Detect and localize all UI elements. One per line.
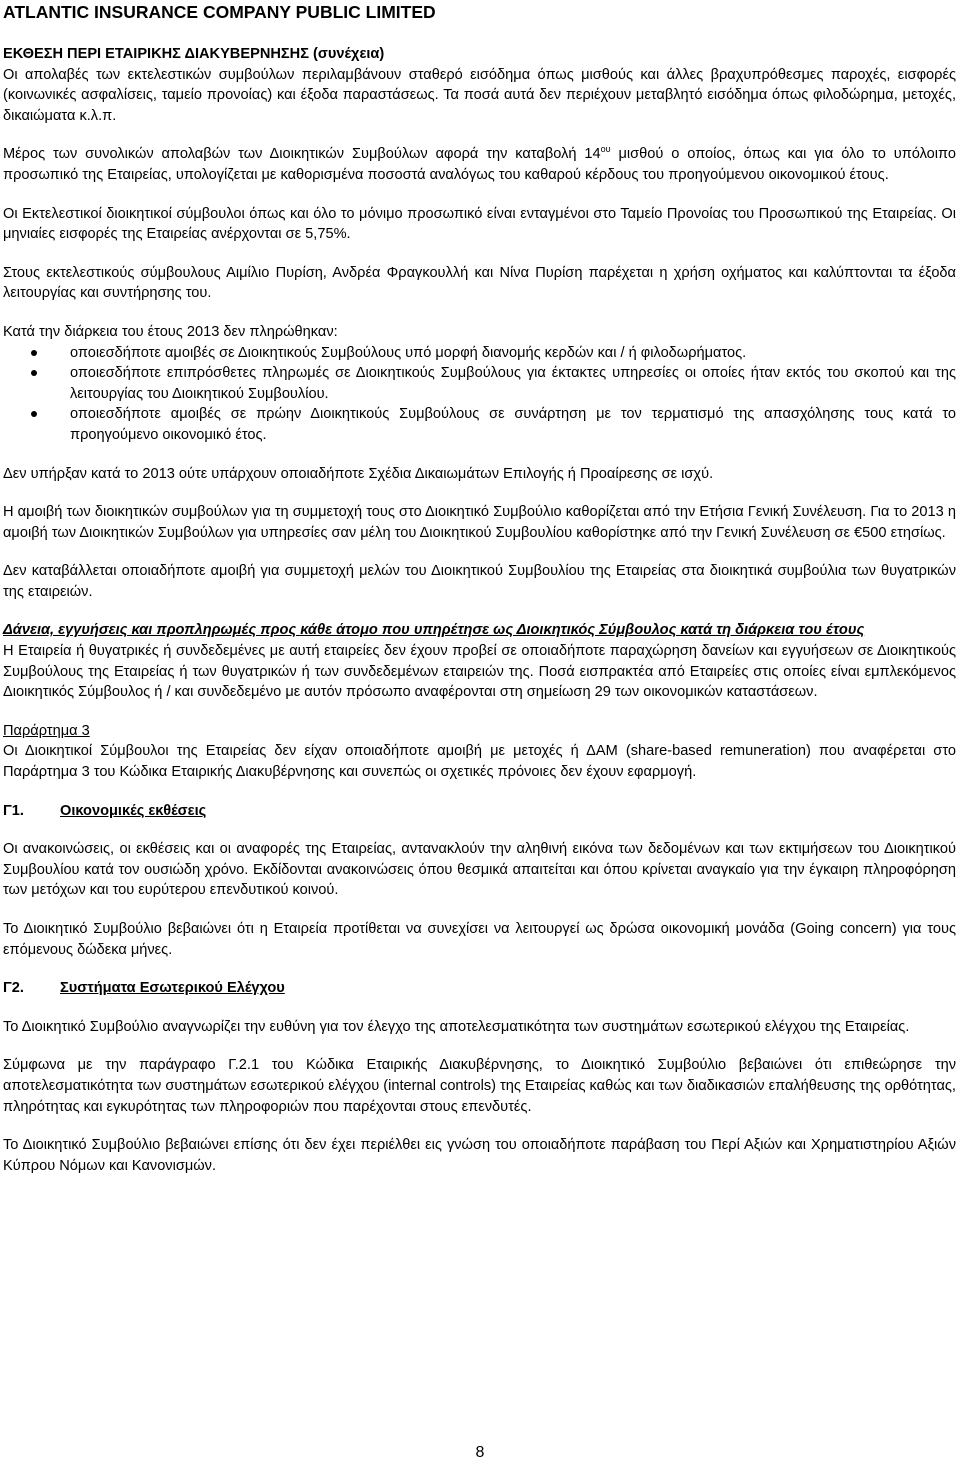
paragraph-company-vehicles: Στους εκτελεστικούς σύμβουλους Αιμίλιο Πυρίση, Ανδρέα Φραγκουλλή και Νίνα Πυρίση παρέχεται η χρήση οχήματος και καλύπτονται τα έξοδα λειτουργίας και συντήρησης του.	[3, 264, 956, 302]
paragraph-14th-salary	[3, 144, 956, 185]
paragraph-14th-salary-start: Μέρος των συνολικών απολαβών των Διοικητικών Συμβούλων αφορά την καταβολή 14	[3, 146, 601, 163]
section-title-financial-reports: Οικονομικές εκθέσεις	[60, 802, 207, 819]
bullet-icon	[31, 411, 37, 417]
section-heading-g1	[3, 801, 956, 822]
list-item-text: οποιεσδήποτε αμοιβές σε Διοικητικούς Συμβούλους υπό μορφή διανομής κερδών και / ή φιλοδωρήματος.	[70, 344, 747, 361]
paragraph-board-fees: Η αμοιβή των διοικητικών συμβούλων για τη συμμετοχή τους στο Διοικητικό Συμβούλιο καθορίζεται από την Ετήσια Γενική Συνέλευση. Για το 2013 η αμοιβή των Διοικητικών Συμβούλων για υπηρεσίες σαν μέλη του Διοικητικού Συμβουλίου καθορίστηκε από την Γενική Συνέλευση σε €500 ετησίως.	[3, 504, 956, 541]
paragraph-annex-3: Οι Διοικητικοί Σύμβουλοι της Εταιρείας δεν είχαν οποιαδήποτε αμοιβή με μετοχές ή ΔΑΜ (share-based remuneration) που αναφέρεται στο Παράρτημα 3 του Κώδικα Εταιρικής Διακυβέρνησης και συνεπώς οι σχετικές πρόνοιες δεν έχουν εφαρμογή.	[3, 743, 956, 781]
paragraph-announcements: Οι ανακοινώσεις, οι εκθέσεις και οι αναφορές της Εταιρείας, αντανακλούν την αληθινή εικόνα των δεδομένων και των εκτιμήσεων του Διοικητικού Συμβουλίου κατά τον ουσιώδη χρόνο. Εκδίδονται ανακοινώσεις όπου θεσμικά απαιτείται και όπου κρίνεται αναγκαίο για την έγκαιρη πληροφόρηση των μετόχων και του ευρύτερου επενδυτικού κοινού.	[3, 841, 956, 899]
section-title-internal-control: Συστήματα Εσωτερικού Ελέγχου	[60, 980, 285, 997]
section-number: Γ2.	[3, 980, 24, 997]
ordinal-superscript: ου	[600, 144, 611, 155]
section-number: Γ1.	[3, 802, 24, 819]
paragraph-no-violations: Το Διοικητικό Συμβούλιο βεβαιώνει επίσης ότι δεν έχει περιέλθει εις γνώση του οποιαδήποτε παράβαση του Περί Αξιών και Χρηματιστηρίου Αξιών Κύπρου Νόμων και Κανονισμών.	[3, 1137, 956, 1174]
annex-heading: Παράρτημα 3	[3, 722, 90, 739]
list-item	[3, 363, 956, 404]
paragraph-not-paid-intro: Κατά την διάρκεια του έτους 2013 δεν πληρώθηκαν:	[3, 323, 338, 340]
paragraph-executive-remuneration: Οι απολαβές των εκτελεστικών συμβούλων περιλαμβάνουν σταθερό εισόδημα όπως μισθούς και άλλες βραχυπρόθεσμες παροχές, εισφορές (κοινωνικές ασφαλίσεις, ταμείο προνοίας) και έξοδα παραστάσεως. Τα ποσά αυτά δεν περιέχουν μεταβλητό εισόδημα όπως φιλοδώρημα, μετοχές, δικαιώματα κ.λ.π.	[3, 66, 956, 124]
bullet-icon	[31, 370, 37, 376]
paragraph-internal-control-responsibility: Το Διοικητικό Συμβούλιο αναγνωρίζει την ευθύνη για τον έλεγχο της αποτελεσματικότητα των συστημάτων εσωτερικού ελέγχου της Εταιρείας.	[3, 1018, 910, 1035]
paragraph-internal-control-review: Σύμφωνα με την παράγραφο Γ.2.1 του Κώδικα Εταιρικής Διακυβέρνησης, το Διοικητικό Συμβούλιο βεβαιώνει ότι επιθεώρησε την αποτελεσματικότητα των συστημάτων εσωτερικού ελέγχου (internal controls) της Εταιρείας καθώς και των διαδικασιών επαλήθευσης της ορθότητας, πληρότητας και εγκυρότητας των πληροφοριών που παρέχονται στους επενδυτές.	[3, 1057, 956, 1115]
list-item	[3, 343, 956, 364]
document-body	[3, 44, 956, 1194]
paragraph-going-concern: Το Διοικητικό Συμβούλιο βεβαιώνει ότι η Εταιρεία προτίθεται να συνεχίσει να λειτουργεί ως δρώσα οικονομική μονάδα (Going concern) για τους επόμενους δώδεκα μήνες.	[3, 921, 956, 958]
paragraph-loans: Η Εταιρεία ή θυγατρικές ή συνδεδεμένες με αυτή εταιρείες δεν έχουν προβεί σε οποιαδήποτε παραχώρηση δανείων και εγγυήσεων σε Διοικητικούς Συμβούλους της Εταιρείας ή των θυγατρικών ή των συνδεδεμένων εταιρειών της. Ποσά εισπρακτέα από Εταιρείες στις οποίες είναι εμπλεκόμενος Διοικητικός Σύμβουλος ή / και συνδεδεμένο με αυτόν πρόσωπο αναφέρονται στη σημείωση 29 των οικονομικών καταστάσεων.	[3, 643, 956, 701]
section-heading-g2	[3, 978, 956, 999]
page-number: 8	[475, 1444, 485, 1461]
bullet-icon	[31, 350, 37, 356]
paragraph-provident-fund: Οι Εκτελεστικοί διοικητικοί σύμβουλοι όπως και όλο το μόνιμο προσωπικό είναι ενταγμένοι στο Ταμείο Προνοίας του Προσωπικού της Εταιρείας. Οι μηνιαίες εισφορές της Εταιρείας ανέρχονται σε 5,75%.	[3, 205, 956, 243]
section-title: ΕΚΘΕΣΗ ΠΕΡΙ ΕΤΑΙΡΙΚΗΣ ΔΙΑΚΥΒΕΡΝΗΣΗΣ (συνέχεια)	[3, 46, 385, 62]
paragraph-no-option-schemes: Δεν υπήρξαν κατά το 2013 ούτε υπάρχουν οποιαδήποτε Σχέδια Δικαιωμάτων Επιλογής ή Προαίρεσης σε ισχύ.	[3, 465, 714, 482]
paragraph-14th-salary-end: μισθού ο οποίος, όπως και για όλο το υπόλοιπο προσωπικό της Εταιρείας, υπολογίζεται με καθορισμένα ποσοστά αναλόγως του καθαρού κέρδους του προηγούμενου οικονομικού έτους.	[3, 146, 957, 183]
list-item	[3, 404, 956, 445]
loans-heading: Δάνεια, εγγυήσεις και προπληρωμές προς κάθε άτομο που υπηρέτησε ως Διοικητικός Σύμβουλος κατά τη διάρκεια του έτους	[3, 622, 865, 639]
not-paid-list	[3, 343, 956, 446]
paragraph-subsidiary-boards: Δεν καταβάλλεται οποιαδήποτε αμοιβή για συμμετοχή μελών του Διοικητικού Συμβουλίου της Εταιρείας στα διοικητικά συμβούλια των θυγατρικών της εταιρειών.	[3, 563, 956, 600]
company-name: ATLANTIC INSURANCE COMPANY PUBLIC LIMITED	[3, 2, 436, 22]
list-item-text: οποιεσδήποτε αμοιβές σε πρώην Διοικητικούς Συμβούλους σε συνάρτηση με τον τερματισμό της απασχόλησης τους κατά το προηγούμενο οικονομικό έτος.	[70, 406, 956, 443]
list-item-text: οποιεσδήποτε επιπρόσθετες πληρωμές σε Διοικητικούς Συμβούλους για έκτακτες υπηρεσίες οι οποίες ήταν εκτός του σκοπού και της λειτουργίας του Διοικητικού Συμβουλίου.	[70, 365, 956, 402]
